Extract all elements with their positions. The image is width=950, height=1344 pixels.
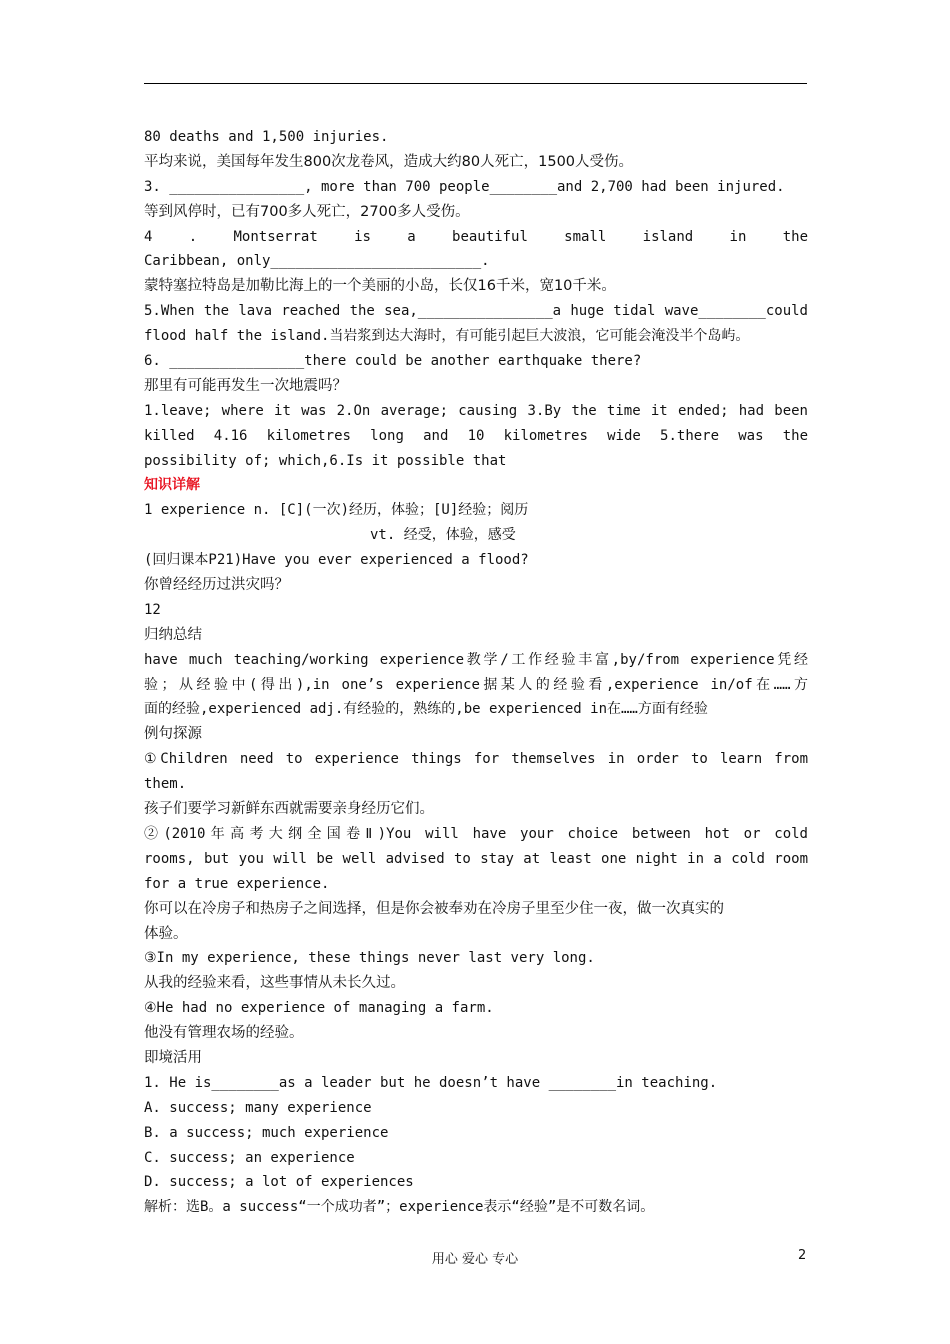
vocab-entry-vt: vt. 经受，体验，感受 [370, 527, 516, 544]
text-line: 你可以在冷房子和热房子之间选择，但是你会被奉劝在冷房子里至少住一夜，做一次真实的 [144, 900, 724, 917]
example-4: ④He had no experience of managing a farm. [144, 1000, 494, 1017]
text-line: Caribbean, only_________________________. [144, 253, 490, 270]
text-line: (回归课本P21)Have you ever experienced a flood? [144, 552, 529, 569]
exercise-4: 4 . Montserrat is a beautiful small island in the [144, 228, 808, 245]
quiz-question: 1. He is________as a leader but he doesn’t have ________in teaching. [144, 1074, 718, 1091]
text-line: 你曾经经历过洪灾吗？ [144, 577, 289, 594]
subheading: 即境活用 [144, 1049, 202, 1066]
answer-key: killed 4.16 kilometres long and 10 kilometres wide 5.there was the [144, 427, 808, 444]
page-footer [0, 1248, 950, 1268]
page-body [144, 125, 808, 1220]
text-line: 面的经验,experienced adj.有经验的，熟练的,be experienced in在……方面有经验 [144, 701, 708, 718]
text-line: 验；从经验中(得出),in one’s experience据某人的经验看,experience in/of在……方 [144, 676, 808, 693]
page-number: 2 [798, 1248, 807, 1263]
quiz-option-b: B. a success; much experience [144, 1124, 389, 1141]
text-line: for a true experience. [144, 875, 330, 892]
subheading: 例句探源 [144, 726, 202, 743]
example-3: ③In my experience, these things never last very long. [144, 950, 595, 967]
example-2: ②(2010年高考大纲全国卷Ⅱ)You will have your choice between hot or cold [144, 825, 808, 842]
quiz-option-d: D. success; a lot of experiences [144, 1174, 414, 1191]
section-heading: 知识详解 [144, 477, 200, 494]
text-line: 12 [144, 601, 161, 618]
text-line: 80 deaths and 1,500 injuries. [144, 129, 389, 145]
quiz-option-a: A. success; many experience [144, 1099, 372, 1116]
example-1: ①Children need to experience things for themselves in order to learn from [144, 751, 808, 768]
text-line: have much teaching/working experience教学/工作经验丰富,by/from experience凭经 [144, 651, 808, 668]
text-line: rooms, but you will be well advised to stay at least one night in a cold room [144, 850, 808, 867]
text-line: 等到风停时，已有700多人死亡，2700多人受伤。 [144, 203, 470, 220]
text-line: 那里有可能再发生一次地震吗？ [144, 377, 347, 394]
text-line: them. [144, 776, 187, 793]
text-line: 蒙特塞拉特岛是加勒比海上的一个美丽的小岛，长仅16千米，宽10千米。 [144, 278, 616, 295]
vocab-entry: 1 experience n. [C](一次)经历，体验；[U]经验；阅历 [144, 502, 529, 519]
text-line: 他没有管理农场的经验。 [144, 1025, 304, 1042]
text-line: 孩子们要学习新鲜东西就需要亲身经历它们。 [144, 801, 434, 818]
exercise-6: 6. ________________there could be another earthquake there? [144, 353, 642, 370]
text-line: 从我的经验来看，这些事情从未长久过。 [144, 975, 405, 992]
footer-motto: 用心 爱心 专心 [431, 1252, 519, 1267]
header-rule [144, 83, 807, 84]
answer-key: possibility of; which,6.Is it possible that [144, 452, 507, 469]
text-line: 体验。 [144, 925, 188, 942]
exercise-5: 5.When the lava reached the sea,________________a huge tidal wave________could [144, 303, 808, 320]
quiz-option-c: C. success; an experience [144, 1149, 355, 1166]
text-line: 平均来说，美国每年发生800次龙卷风，造成大约80人死亡，1500人受伤。 [144, 153, 634, 170]
text-line: flood half the island.当岩浆到达大海时，有可能引起巨大波浪，它可能会淹没半个岛屿。 [144, 328, 750, 345]
subheading: 归纳总结 [144, 626, 202, 643]
exercise-3: 3. ________________, more than 700 people________and 2,700 had been injured. [144, 178, 785, 195]
answer-key: 1.leave; where it was 2.On average; causing 3.By the time it ended; had been [144, 402, 808, 419]
quiz-explanation: 解析：选B。a success“一个成功者”；experience表示“经验”是不可数名词。 [144, 1199, 655, 1216]
